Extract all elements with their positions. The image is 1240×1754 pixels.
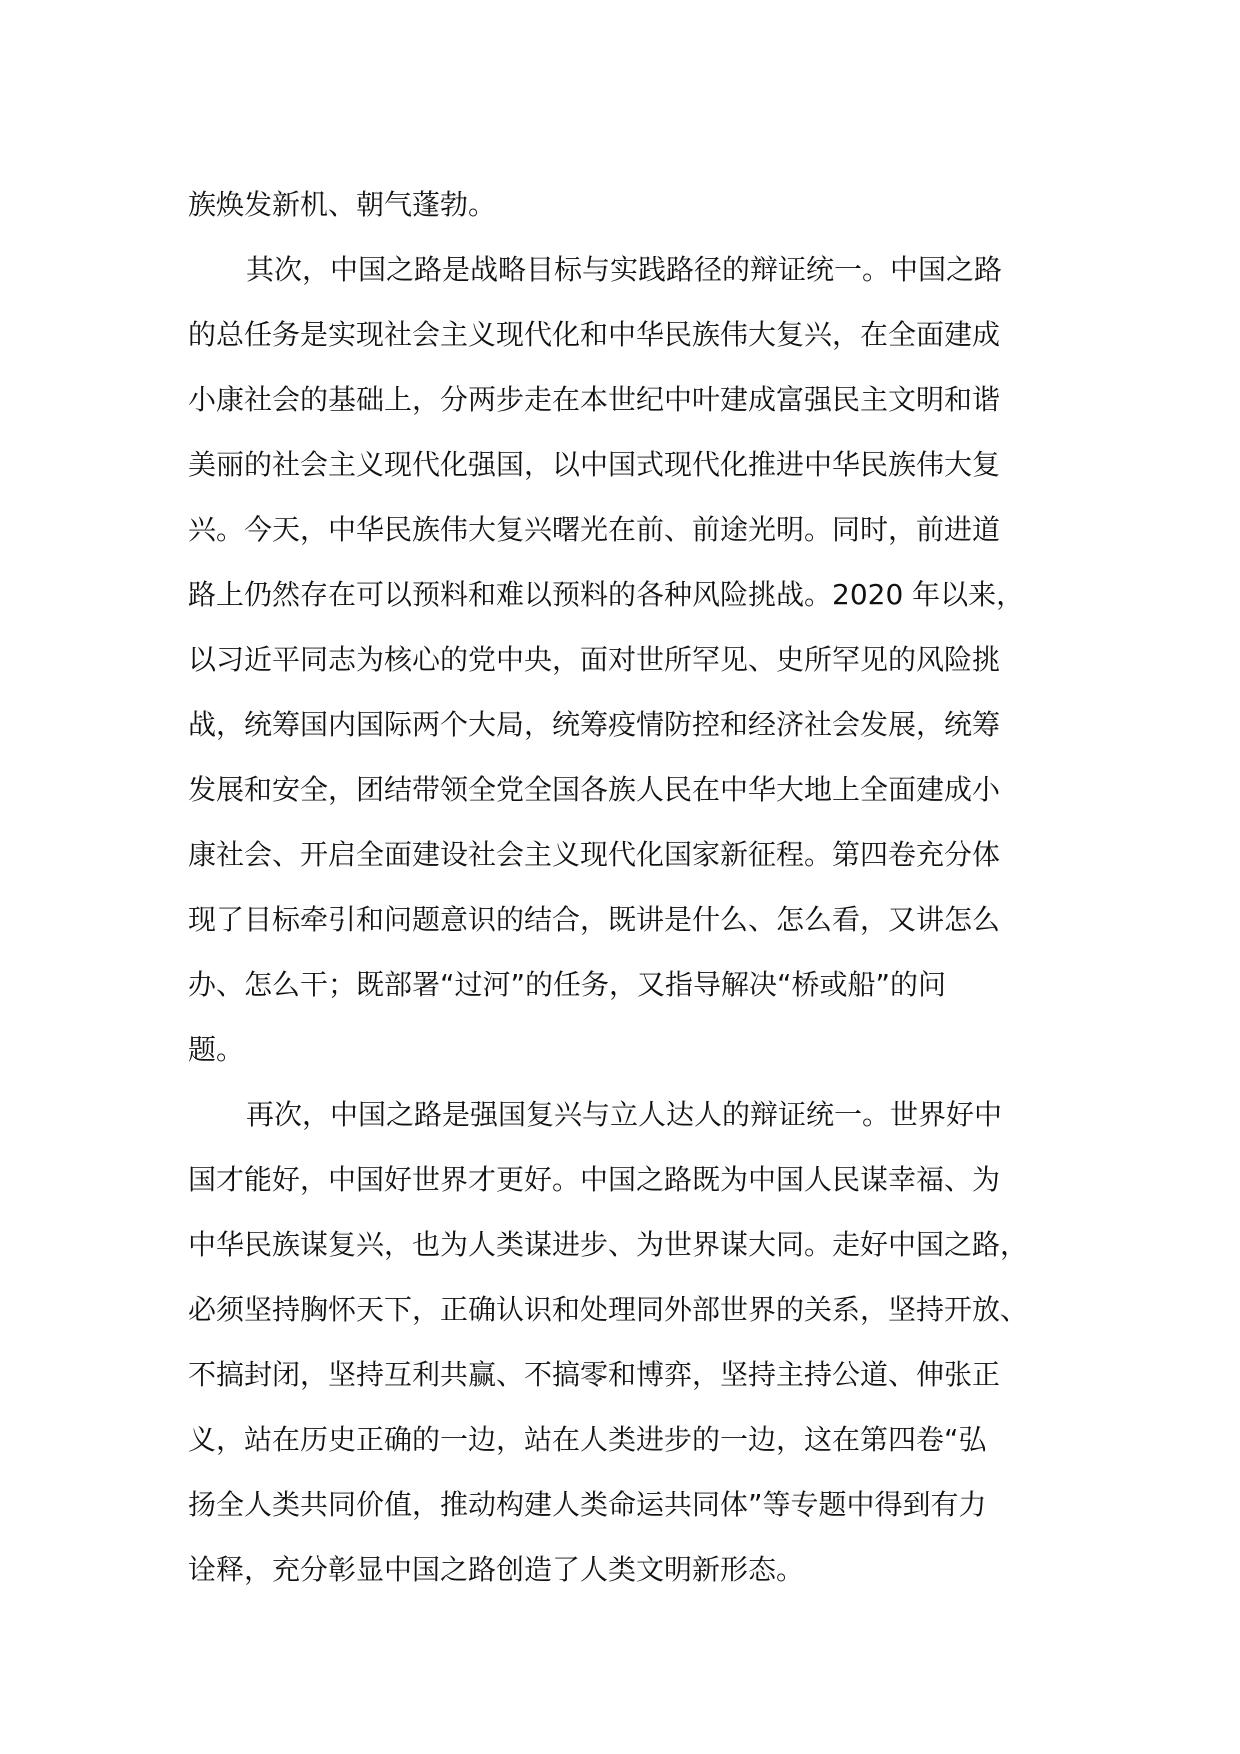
text-line: 义，站在历史正确的一边，站在人类进步的一边，这在第四卷“弘 <box>188 1423 987 1456</box>
text-line: 美丽的社会主义现代化强国，以中国式现代化推进中华民族伟大复 <box>188 448 1001 481</box>
text-line: 诠释，充分彰显中国之路创造了人类文明新形态。 <box>188 1553 805 1586</box>
text-line: 战，统筹国内国际两个大局，统筹疫情防控和经济社会发展，统筹 <box>188 708 1001 741</box>
text-line: 以习近平同志为核心的党中央，面对世所罕见、史所罕见的风险挑 <box>188 643 1001 676</box>
text-line: 扬全人类共同价值，推动构建人类命运共同体”等专题中得到有力 <box>188 1488 987 1521</box>
text-line: 中华民族谋复兴，也为人类谋进步、为世界谋大同。走好中国之路， <box>188 1228 1029 1261</box>
text-line: 题。 <box>188 1033 245 1066</box>
text-line: 国才能好，中国好世界才更好。中国之路既为中国人民谋幸福、为 <box>188 1163 1001 1196</box>
text-line: 康社会、开启全面建设社会主义现代化国家新征程。第四卷充分体 <box>188 838 1001 871</box>
text-line: 必须坚持胸怀天下，正确认识和处理同外部世界的关系，坚持开放、 <box>188 1293 1029 1326</box>
text-line: 族焕发新机、朝气蓬勃。 <box>188 188 497 221</box>
paragraph-first-line: 再次，中国之路是强国复兴与立人达人的辩证统一。世界好中 <box>246 1098 1003 1131</box>
text-line: 小康社会的基础上，分两步走在本世纪中叶建成富强民主文明和谐 <box>188 383 1001 416</box>
text-line: 现了目标牵引和问题意识的结合，既讲是什么、怎么看，又讲怎么 <box>188 903 1001 936</box>
paragraph-first-line: 其次，中国之路是战略目标与实践路径的辩证统一。中国之路 <box>246 253 1003 286</box>
text-line: 兴。今天，中华民族伟大复兴曙光在前、前途光明。同时，前进道 <box>188 513 1001 546</box>
text-line: 路上仍然存在可以预料和难以预料的各种风险挑战。2020 年以来， <box>188 578 1025 611</box>
text-line: 不搞封闭，坚持互利共赢、不搞零和博弈，坚持主持公道、伸张正 <box>188 1358 1001 1391</box>
body-text <box>188 172 1073 1602</box>
text-line: 发展和安全，团结带领全党全国各族人民在中华大地上全面建成小 <box>188 773 1001 806</box>
text-line: 的总任务是实现社会主义现代化和中华民族伟大复兴，在全面建成 <box>188 318 1001 351</box>
text-line: 办、怎么干；既部署“过河”的任务，又指导解决“桥或船”的问 <box>188 968 947 1001</box>
